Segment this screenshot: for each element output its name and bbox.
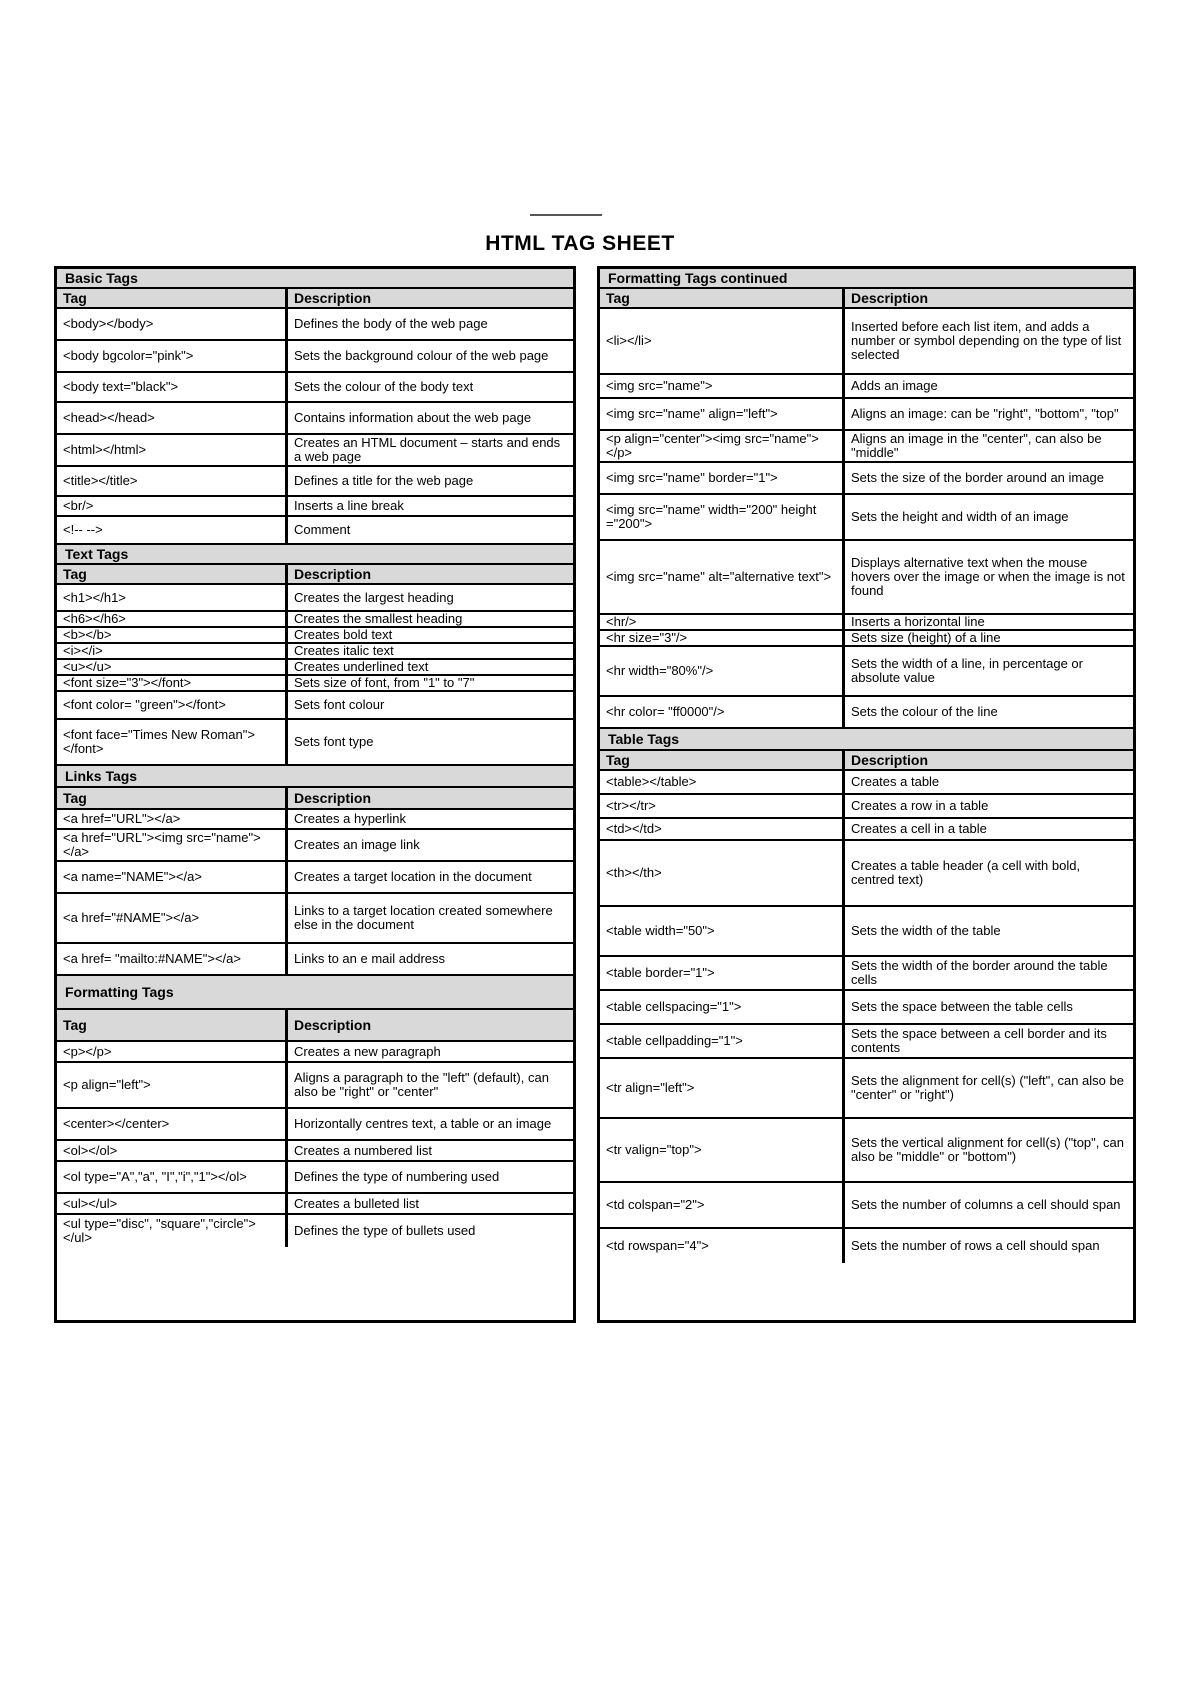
table-row <box>57 1215 573 1247</box>
tag-cell: <a href="#NAME"></a> <box>57 894 288 942</box>
description-cell: Comment <box>294 522 351 537</box>
header-tag: Tag <box>600 751 845 769</box>
tag-cell: <hr/> <box>600 615 845 629</box>
tag-cell: <a name="NAME"></a> <box>57 862 288 892</box>
description-cell: Sets the number of rows a cell should span <box>851 1238 1100 1253</box>
description-cell: Aligns an image in the "center", can also be "middle" <box>851 431 1102 460</box>
tag-cell: <td></td> <box>600 819 845 839</box>
table-row <box>57 810 573 830</box>
header-tag: Tag <box>57 565 288 583</box>
header-tag: Tag <box>57 289 288 307</box>
description-cell: Sets the background colour of the web page <box>294 348 549 363</box>
description-cell: Sets the height and width of an image <box>851 509 1069 524</box>
description-cell: Creates a cell in a table <box>851 821 987 836</box>
tag-cell: <font face="Times New Roman"></font> <box>57 720 288 764</box>
tag-cell: <img src="name" alt="alternative text"> <box>600 541 845 613</box>
column-header-row <box>600 751 1133 771</box>
tag-cell: <body></body> <box>57 309 288 339</box>
table-row <box>57 585 573 612</box>
description-cell: Creates a numbered list <box>294 1142 433 1158</box>
table-row <box>57 435 573 467</box>
description-cell: Creates a bulleted list <box>294 1195 420 1211</box>
table-row <box>600 697 1133 729</box>
tag-cell: <h1></h1> <box>57 585 288 610</box>
tag-cell: <title></title> <box>57 467 288 495</box>
description-cell: Sets the number of columns a cell should span <box>851 1197 1121 1212</box>
description-cell: Sets the width of the border around the table cells <box>851 958 1108 987</box>
section-title: Links Tags <box>57 766 573 788</box>
description-cell: Sets font colour <box>294 697 385 712</box>
tag-cell: <p></p> <box>57 1042 288 1061</box>
table-row <box>57 612 573 628</box>
section-title: Formatting Tags <box>57 976 573 1010</box>
section-title: Formatting Tags continued <box>600 269 1133 289</box>
tag-cell: <font size="3"></font> <box>57 676 288 690</box>
description-cell: Aligns an image: can be "right", "bottom", "top" <box>851 406 1119 421</box>
description-cell: Creates bold text <box>294 628 393 642</box>
header-tag: Tag <box>600 289 845 307</box>
table-row <box>57 660 573 676</box>
tag-cell: <table cellpadding="1"> <box>600 1025 845 1057</box>
table-row <box>600 541 1133 615</box>
table-row <box>600 615 1133 631</box>
header-description: Description <box>845 289 1133 307</box>
tag-cell: <table border="1"> <box>600 957 845 989</box>
page-title: HTML TAG SHEET <box>485 232 675 255</box>
table-row <box>600 1229 1133 1263</box>
table-row <box>600 309 1133 375</box>
tag-cell: <ol></ol> <box>57 1141 288 1160</box>
tag-cell: <p align="center"><img src="name"></p> <box>600 431 845 461</box>
tag-cell: <table width="50"> <box>600 907 845 955</box>
tag-cell: <ol type="A","a", "I","i","1"></ol> <box>57 1162 288 1192</box>
table-row <box>57 373 573 403</box>
description-cell: Sets the alignment for cell(s) ("left", can also be "center" or "right") <box>851 1073 1124 1102</box>
header-description: Description <box>288 565 573 583</box>
table-row <box>600 463 1133 495</box>
tag-cell: <br/> <box>57 497 288 515</box>
left-tag-table <box>54 266 576 1323</box>
tag-cell: <a href= "mailto:#NAME"></a> <box>57 944 288 974</box>
table-row <box>57 628 573 644</box>
tag-cell: <ul></ul> <box>57 1194 288 1213</box>
header-tag: Tag <box>57 1010 288 1040</box>
tag-cell: <img src="name"> <box>600 375 845 397</box>
table-row <box>600 1059 1133 1119</box>
description-cell: Sets the vertical alignment for cell(s) ("top", can also be "middle" or "bottom") <box>851 1135 1124 1164</box>
description-cell: Creates italic text <box>294 644 394 658</box>
tag-cell: <hr size="3"/> <box>600 631 845 645</box>
description-cell: Adds an image <box>851 378 938 393</box>
description-cell: Sets the space between the table cells <box>851 999 1073 1014</box>
column-header-row <box>57 565 573 585</box>
tag-cell: <img src="name" border="1"> <box>600 463 845 493</box>
description-cell: Creates a hyperlink <box>294 811 406 826</box>
description-cell: Sets font type <box>294 734 374 749</box>
table-row <box>600 495 1133 541</box>
tag-cell: <hr color= "ff0000"/> <box>600 697 845 727</box>
table-row <box>600 1025 1133 1059</box>
tag-cell: <th></th> <box>600 841 845 905</box>
description-cell: Displays alternative text when the mouse hovers over the image or when the image is not found <box>851 555 1125 598</box>
description-cell: Defines a title for the web page <box>294 473 474 488</box>
tag-cell: <table cellspacing="1"> <box>600 991 845 1023</box>
description-cell: Creates a table header (a cell with bold, centred text) <box>851 858 1081 887</box>
description-cell: Defines the type of numbering used <box>294 1169 500 1184</box>
table-row <box>57 1109 573 1141</box>
description-cell: Links to an e mail address <box>294 951 446 966</box>
description-cell: Creates underlined text <box>294 660 429 674</box>
description-cell: Sets size of font, from "1" to "7" <box>294 676 475 690</box>
table-row <box>57 403 573 435</box>
tag-cell: <font color= "green"></font> <box>57 692 288 718</box>
table-row <box>600 795 1133 819</box>
table-row <box>57 862 573 894</box>
table-row <box>57 944 573 976</box>
tag-cell: <html></html> <box>57 435 288 465</box>
table-row <box>600 957 1133 991</box>
header-description: Description <box>288 1010 573 1040</box>
description-cell: Inserted before each list item, and adds a number or symbol depending on the type of list selected <box>851 319 1122 362</box>
description-cell: Inserts a horizontal line <box>851 615 985 629</box>
tag-cell: <table></table> <box>600 771 845 793</box>
table-row <box>600 771 1133 795</box>
tag-cell: <tr></tr> <box>600 795 845 817</box>
table-row <box>600 841 1133 907</box>
tag-cell: <tr align="left"> <box>600 1059 845 1117</box>
header-description: Description <box>288 289 573 307</box>
column-header-row <box>600 289 1133 309</box>
description-cell: Sets size (height) of a line <box>851 631 1001 645</box>
description-cell: Creates a target location in the document <box>294 869 532 884</box>
tag-cell: <td colspan="2"> <box>600 1183 845 1227</box>
tag-cell: <!-- --> <box>57 517 288 543</box>
description-cell: Defines the type of bullets used <box>294 1223 476 1238</box>
tag-cell: <body text="black"> <box>57 373 288 401</box>
tag-cell: <center></center> <box>57 1109 288 1139</box>
table-row <box>600 375 1133 399</box>
tag-cell: <td rowspan="4"> <box>600 1229 845 1263</box>
description-cell: Sets the colour of the body text <box>294 379 474 394</box>
description-cell: Creates a table <box>851 774 940 789</box>
table-row <box>600 1119 1133 1183</box>
table-row <box>57 1042 573 1063</box>
tag-cell: <li></li> <box>600 309 845 373</box>
description-cell: Sets the space between a cell border and its contents <box>851 1026 1107 1055</box>
description-cell: Sets the size of the border around an image <box>851 470 1104 485</box>
table-row <box>57 517 573 545</box>
description-cell: Sets the width of the table <box>851 923 1001 938</box>
tag-cell: <img src="name" width="200" height ="200"> <box>600 495 845 539</box>
column-header-row <box>57 788 573 810</box>
description-cell: Sets the colour of the line <box>851 704 998 719</box>
description-cell: Creates an HTML document – starts and ends a web page <box>294 435 561 464</box>
table-row <box>600 991 1133 1025</box>
column-header-row <box>57 1010 573 1042</box>
description-cell: Creates a row in a table <box>851 798 989 813</box>
description-cell: Creates the smallest heading <box>294 612 463 626</box>
tag-cell: <a href="URL"></a> <box>57 810 288 828</box>
table-row <box>57 309 573 341</box>
section-title: Basic Tags <box>57 269 573 289</box>
faded-heading-mark <box>530 214 602 216</box>
header-description: Description <box>288 788 573 808</box>
description-cell: Horizontally centres text, a table or an image <box>294 1116 552 1131</box>
table-row <box>57 1141 573 1162</box>
table-row <box>57 692 573 720</box>
section-title: Text Tags <box>57 545 573 565</box>
table-row <box>57 644 573 660</box>
column-header-row <box>57 289 573 309</box>
description-cell: Creates an image link <box>294 837 420 852</box>
header-tag: Tag <box>57 788 288 808</box>
tag-cell: <i></i> <box>57 644 288 658</box>
table-row <box>600 431 1133 463</box>
table-row <box>57 497 573 517</box>
description-cell: Defines the body of the web page <box>294 316 488 331</box>
description-cell: Creates the largest heading <box>294 589 454 605</box>
table-row <box>600 399 1133 431</box>
description-cell: Creates a new paragraph <box>294 1043 441 1059</box>
description-cell: Aligns a paragraph to the "left" (default), can also be "right" or "center" <box>294 1070 549 1099</box>
table-row <box>600 1183 1133 1229</box>
tag-cell: <u></u> <box>57 660 288 674</box>
tag-cell: <ul type="disc", "square","circle"> </ul> <box>57 1215 288 1247</box>
table-row <box>57 1162 573 1194</box>
table-row <box>600 631 1133 647</box>
tag-cell: <p align="left"> <box>57 1063 288 1107</box>
description-cell: Links to a target location created somewhere else in the document <box>294 903 553 932</box>
table-row <box>57 676 573 692</box>
tag-cell: <hr width="80%"/> <box>600 647 845 695</box>
description-cell: Sets the width of a line, in percentage or absolute value <box>851 656 1083 685</box>
tag-cell: <a href="URL"><img src="name"></a> <box>57 830 288 860</box>
table-row <box>57 720 573 766</box>
section-title: Table Tags <box>600 729 1133 751</box>
tag-cell: <body bgcolor="pink"> <box>57 341 288 371</box>
table-row <box>57 894 573 944</box>
tag-cell: <tr valign="top"> <box>600 1119 845 1181</box>
tag-cell: <head></head> <box>57 403 288 433</box>
tag-cell: <b></b> <box>57 628 288 642</box>
table-row <box>57 341 573 373</box>
table-row <box>600 819 1133 841</box>
description-cell: Contains information about the web page <box>294 410 532 425</box>
table-row <box>57 1063 573 1109</box>
table-row <box>600 907 1133 957</box>
table-row <box>600 647 1133 697</box>
tag-cell: <h6></h6> <box>57 612 288 626</box>
description-cell: Inserts a line break <box>294 498 404 513</box>
right-tag-table <box>597 266 1136 1323</box>
header-description: Description <box>845 751 1133 769</box>
table-row <box>57 467 573 497</box>
tag-cell: <img src="name" align="left"> <box>600 399 845 429</box>
table-row <box>57 830 573 862</box>
table-row <box>57 1194 573 1215</box>
